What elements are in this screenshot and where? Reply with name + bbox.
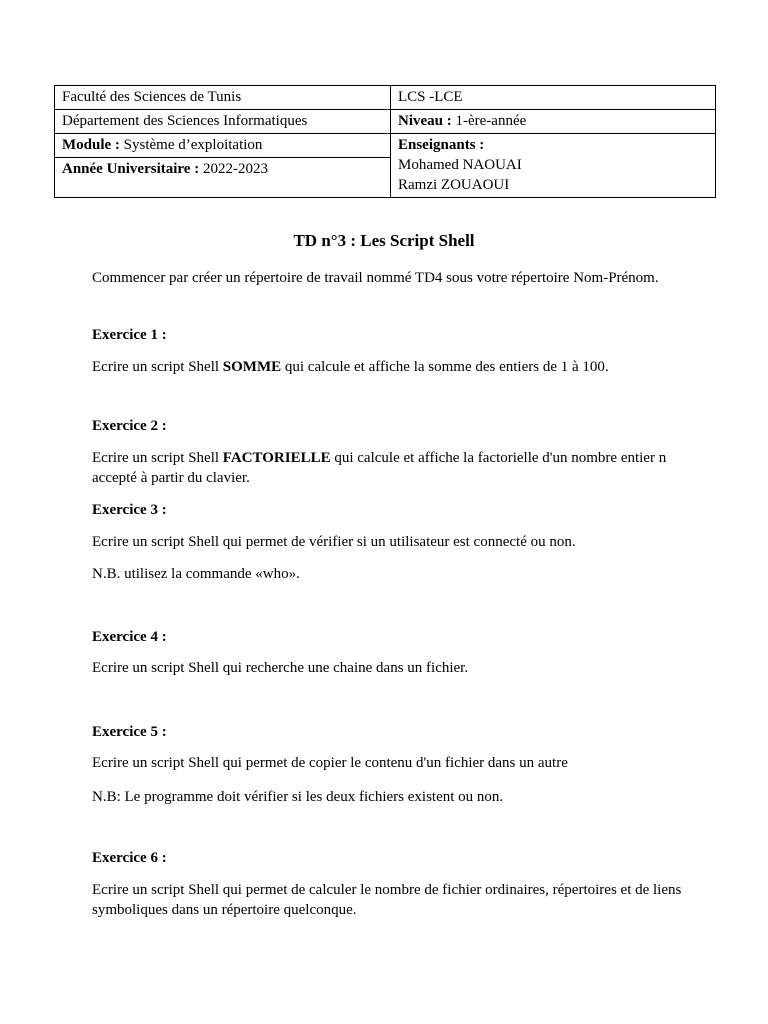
module-value: Système d’exploitation [119,137,263,153]
module-cell [55,134,391,158]
exercise-text-part: qui calcule et affiche la somme des entiers de 1 à 100. [281,359,609,375]
exercise-text: Ecrire un script Shell qui permet de copier le contenu d'un fichier dans un autre [92,755,568,771]
exercise-heading: Exercice 5 : [92,724,167,740]
enseignants-cell [391,134,716,198]
exercise-text-part: Ecrire un script Shell [92,359,223,375]
exercise-text-part: Ecrire un script Shell [92,450,223,466]
exercise-text: Ecrire un script Shell qui recherche une chaine dans un fichier. [92,660,469,676]
exercise-heading: Exercice 6 : [92,850,167,866]
exercise-note: N.B. utilisez la commande «who». [92,566,300,582]
faculty-cell: Faculté des Sciences de Tunis [55,86,391,110]
script-name: SOMME [222,359,282,375]
intro-paragraph: Commencer par créer un répertoire de travail nommé TD4 sous votre répertoire Nom-Prénom. [92,270,659,286]
niveau-value: 1-ère-année [451,113,527,129]
annee-cell [55,158,391,198]
exercise-text: Ecrire un script Shell qui permet de calculer le nombre de fichier ordinaires, répertoires et de liens symboliques dans un répertoire quelconque. [92,882,682,918]
header-row [55,86,716,110]
teacher-name: Ramzi ZOUAOUI [398,177,510,193]
exercise-note: N.B: Le programme doit vérifier si les deux fichiers existent ou non. [92,789,504,805]
program-cell: LCS -LCE [391,86,716,110]
department-cell: Département des Sciences Informatiques [55,110,391,134]
document-title: TD n°3 : Les Script Shell [293,231,475,250]
exercise-text-part: qui calcule et affiche la factorielle d'un nombre entier n accepté à partir du clavier. [92,450,667,486]
exercise-heading: Exercice 2 : [92,418,167,434]
exercise-text: Ecrire un script Shell qui permet de vérifier si un utilisateur est connecté ou non. [92,534,576,550]
annee-label: Année Universitaire : [62,161,200,177]
header-row [55,134,716,158]
exercise-text [92,357,702,377]
exercise-heading: Exercice 3 : [92,502,167,518]
exercise-heading: Exercice 4 : [92,629,167,645]
niveau-label: Niveau : [398,113,452,129]
niveau-cell [391,110,716,134]
annee-value: 2022-2023 [199,161,268,177]
exercise-heading: Exercice 1 : [92,327,167,343]
header-table [54,85,716,198]
header-row [55,110,716,134]
enseignants-label: Enseignants : [398,137,485,153]
teacher-name: Mohamed NAOUAI [398,157,522,173]
module-label: Module : [62,137,120,153]
script-name: FACTORIELLE [222,450,331,466]
exercise-text [92,448,702,488]
